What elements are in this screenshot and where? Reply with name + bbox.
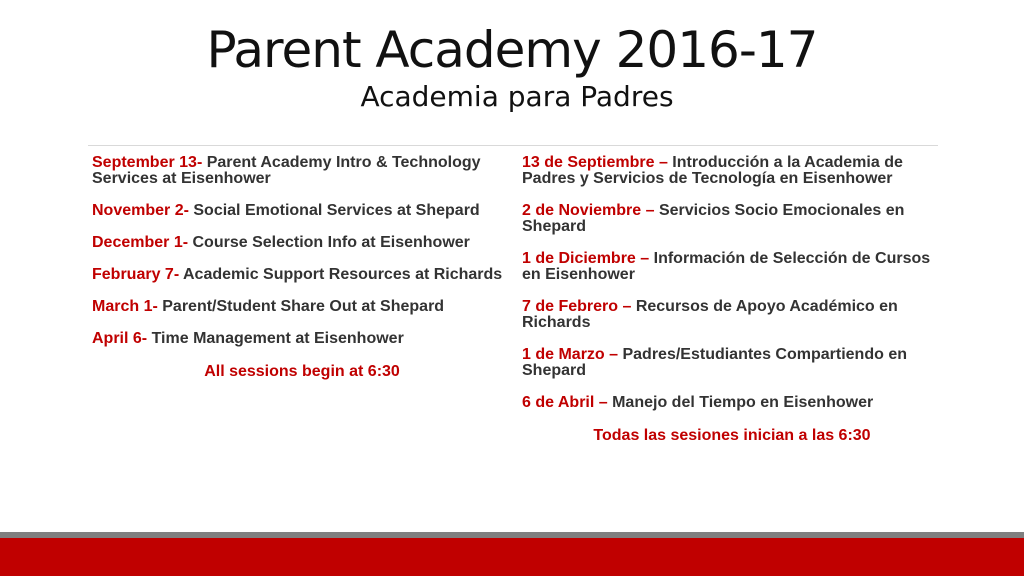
schedule-item — [92, 267, 512, 283]
footer-red-bar — [0, 538, 1024, 576]
session-date: September 13- — [92, 154, 203, 171]
schedule-item — [522, 347, 942, 379]
schedule-item — [92, 235, 512, 251]
page-subtitle: Academia para Padres — [360, 80, 674, 113]
page-title: Parent Academy 2016-17 — [206, 21, 818, 79]
session-date: December 1- — [92, 234, 189, 251]
schedule-item — [92, 203, 512, 219]
session-date: March 1- — [92, 298, 158, 315]
schedule-item — [92, 155, 512, 187]
session-date: November 2- — [92, 202, 189, 219]
session-date: 1 de Diciembre – — [522, 250, 650, 267]
sessions-start-note: All sessions begin at 6:30 — [204, 363, 400, 380]
session-description: Social Emotional Services at Shepard — [188, 202, 480, 219]
schedule-item — [522, 155, 942, 187]
session-date: 6 de Abril – — [522, 394, 608, 411]
session-description: Recursos de Apoyo Académico en Richards — [522, 298, 898, 331]
schedule-item — [92, 299, 512, 315]
schedule-item — [522, 203, 942, 235]
spanish-schedule — [522, 155, 942, 445]
session-date: February 7- — [92, 266, 180, 283]
session-description: Información de Selección de Cursos en Eisenhower — [522, 250, 931, 283]
session-date: 2 de Noviembre – — [522, 202, 655, 219]
schedule-item — [522, 251, 942, 283]
session-date: April 6- — [92, 330, 148, 347]
title-block — [0, 22, 1024, 114]
sessions-start-note: Todas las sesiones inician a las 6:30 — [593, 427, 871, 444]
session-description: Parent Academy Intro & Technology Services at Eisenhower — [92, 154, 481, 187]
schedule-item — [522, 299, 942, 331]
session-description: Padres/Estudiantes Compartiendo en Shepard — [522, 346, 907, 379]
english-schedule — [92, 155, 512, 381]
schedule-item — [522, 395, 942, 411]
session-description: Parent/Student Share Out at Shepard — [157, 298, 445, 315]
schedule-item — [92, 331, 512, 347]
session-description: Academic Support Resources at Richards — [179, 266, 503, 283]
session-date: 13 de Septiembre – — [522, 154, 668, 171]
title-divider — [88, 145, 938, 146]
session-description: Introducción a la Academia de Padres y Servicios de Tecnología en Eisenhower — [522, 154, 903, 187]
session-date: 1 de Marzo – — [522, 346, 619, 363]
session-date: 7 de Febrero – — [522, 298, 632, 315]
session-description: Servicios Socio Emocionales en Shepard — [522, 202, 905, 235]
session-description: Manejo del Tiempo en Eisenhower — [607, 394, 874, 411]
session-description: Course Selection Info at Eisenhower — [188, 234, 470, 251]
session-description: Time Management at Eisenhower — [147, 330, 404, 347]
